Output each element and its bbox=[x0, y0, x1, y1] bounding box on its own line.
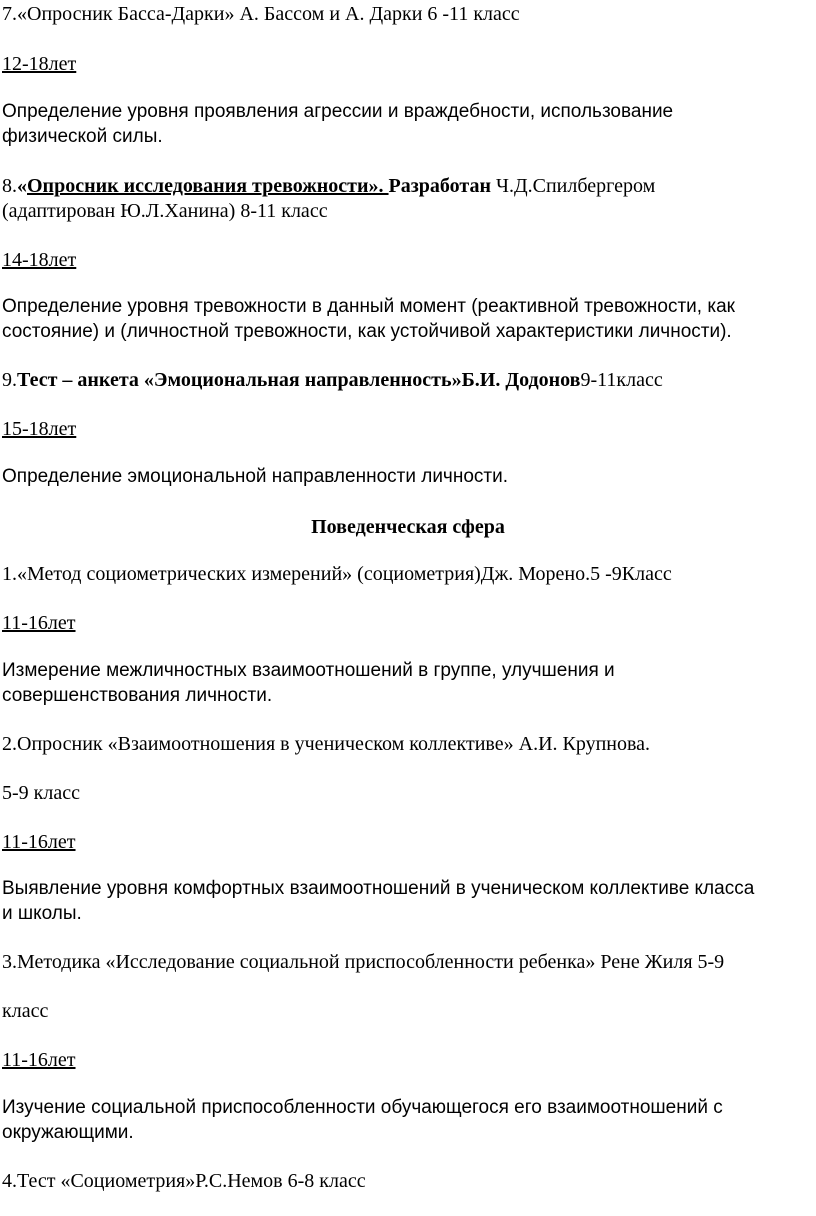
item-8-quote: « bbox=[17, 175, 27, 197]
behav-1-desc-line2: совершенствования личности. bbox=[2, 685, 273, 706]
behav-2-title: 2.Опросник «Взаимоотношения в ученическом коллективе» А.И. Крупнова. bbox=[2, 733, 651, 755]
behav-1-age: 11-16лет bbox=[2, 612, 76, 634]
behav-2-age: 11-16лет bbox=[2, 831, 76, 853]
behav-1-desc-line1: Измерение межличностных взаимоотношений в группе, улучшения и bbox=[2, 660, 615, 681]
item-8-desc-line2: состояние) и (личностной тревожности, как устойчивой характеристики личности). bbox=[2, 321, 732, 342]
item-7-desc-line2: физической силы. bbox=[2, 126, 163, 147]
behav-3-title: 3.Методика «Исследование социальной приспособленности ребенка» Рене Жиля 5-9 bbox=[2, 951, 725, 973]
section-heading: Поведенческая сфера bbox=[311, 516, 505, 538]
behav-3-desc-line2: окружающими. bbox=[2, 1122, 134, 1143]
item-8-number: 8. bbox=[2, 175, 17, 197]
item-9-grade: 9-11класс bbox=[580, 369, 663, 391]
item-8-title: Опросник исследования тревожности». bbox=[27, 175, 389, 197]
item-9-desc: Определение эмоциональной направленности личности. bbox=[2, 466, 508, 487]
behav-2-grade: 5-9 класс bbox=[2, 782, 80, 804]
item-9-title-line bbox=[2, 368, 663, 393]
item-7-age: 12-18лет bbox=[2, 53, 77, 75]
item-8-adapted-line: (адаптирован Ю.Л.Ханина) 8-11 класс bbox=[2, 200, 328, 222]
behav-2-desc-line2: и школы. bbox=[2, 903, 82, 924]
behav-1-title: «Метод социометрических измерений» (социометрия)Дж. Морено.5 -9Класс bbox=[17, 563, 672, 585]
item-9-age: 15-18лет bbox=[2, 418, 77, 440]
item-9-title: Тест – анкета «Эмоциональная направленность»Б.И. Додонов bbox=[17, 369, 581, 391]
item-7-desc-line1: Определение уровня проявления агрессии и враждебности, использование bbox=[2, 101, 674, 122]
item-8-developer-label: Разработан bbox=[388, 175, 491, 197]
item-8-age: 14-18лет bbox=[2, 249, 77, 271]
behav-1-number: 1. bbox=[2, 563, 17, 585]
behav-1-title-line bbox=[2, 562, 672, 587]
behav-2-desc-line1: Выявление уровня комфортных взаимоотношений в ученическом коллективе класса bbox=[2, 878, 755, 899]
behav-3-age: 11-16лет bbox=[2, 1049, 76, 1071]
item-8-desc-line1: Определение уровня тревожности в данный момент (реактивной тревожности, как bbox=[2, 296, 735, 317]
behav-3-grade: класс bbox=[2, 1000, 49, 1022]
item-7-title: 7.«Опросник Басса-Дарки» А. Бассом и А. Дарки 6 -11 класс bbox=[2, 3, 520, 25]
behav-4-title: 4.Тест «Социометрия»Р.С.Немов 6-8 класс bbox=[2, 1170, 366, 1192]
item-9-number: 9. bbox=[2, 369, 17, 391]
item-8-developer: Ч.Д.Спилбергером bbox=[491, 175, 656, 197]
item-8-title-line bbox=[2, 174, 655, 199]
behav-3-desc-line1: Изучение социальной приспособленности обучающегося его взаимоотношений с bbox=[2, 1097, 723, 1118]
